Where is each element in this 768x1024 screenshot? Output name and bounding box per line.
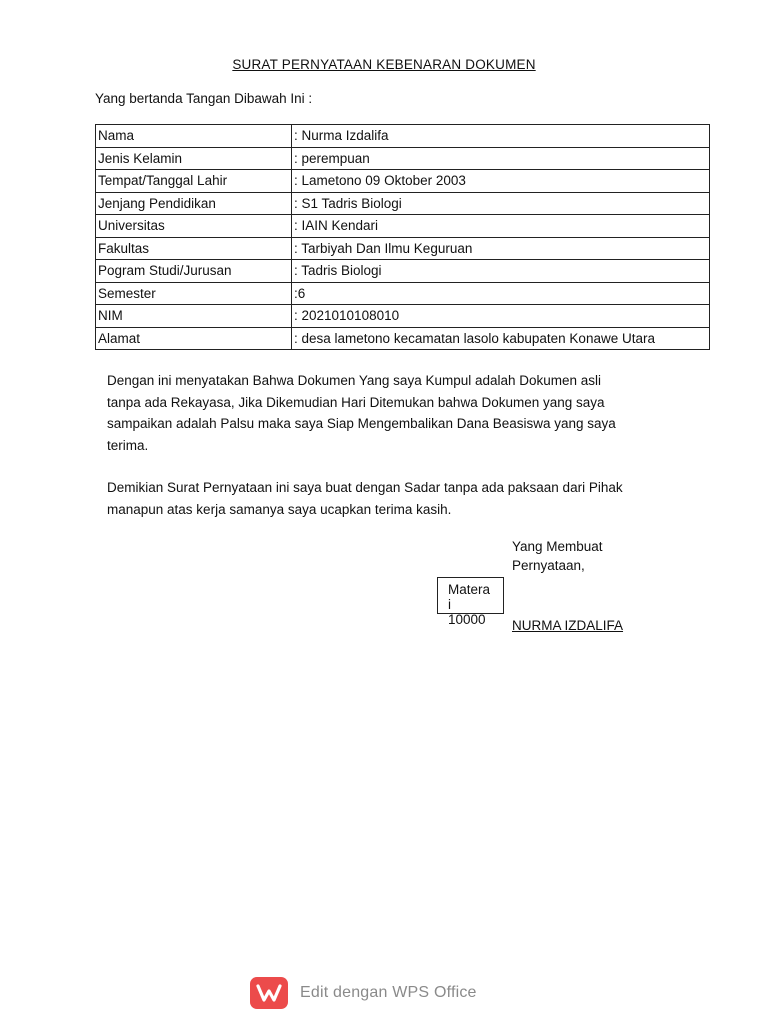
row-value: : perempuan xyxy=(292,147,710,170)
row-value: : desa lametono kecamatan lasolo kabupaten Konawe Utara xyxy=(292,327,710,350)
row-label: Nama xyxy=(96,125,292,148)
signer-block xyxy=(512,537,603,575)
paragraph-line: terima. xyxy=(107,437,149,453)
row-value: : Nurma Izdalifa xyxy=(292,125,710,148)
document-title: SURAT PERNYATAAN KEBENARAN DOKUMEN xyxy=(232,57,536,72)
intro-text: Yang bertanda Tangan Dibawah Ini : xyxy=(95,91,313,106)
wps-edit-banner[interactable] xyxy=(250,977,477,1009)
paragraph-line: Demikian Surat Pernyataan ini saya buat dengan Sadar tanpa ada paksaan dari Pihak xyxy=(107,480,623,495)
row-label: Semester xyxy=(96,282,292,305)
materai-text: Matera xyxy=(448,582,491,597)
row-label: Jenis Kelamin xyxy=(96,147,292,170)
paragraph-line: Dengan ini menyatakan Bahwa Dokumen Yang saya Kumpul adalah Dokumen asli xyxy=(107,373,602,388)
row-label: Tempat/Tanggal Lahir xyxy=(96,170,292,193)
row-value: : Tarbiyah Dan Ilmu Keguruan xyxy=(292,237,710,260)
table-row xyxy=(96,170,710,193)
wps-logo-icon xyxy=(250,977,288,1009)
row-label: Fakultas xyxy=(96,237,292,260)
closing-paragraph xyxy=(107,477,687,520)
signer-name: NURMA IZDALIFA xyxy=(512,618,624,633)
table-row xyxy=(96,305,710,328)
table-row xyxy=(96,237,710,260)
paragraph-line: sampaikan adalah Palsu maka saya Siap Mengembalikan Dana Beasiswa yang saya xyxy=(107,416,616,431)
signer-line: Pernyataan, xyxy=(512,558,585,573)
row-label: Pogram Studi/Jurusan xyxy=(96,260,292,283)
row-value: :6 xyxy=(292,282,710,305)
table-row xyxy=(96,215,710,238)
row-label: Alamat xyxy=(96,327,292,350)
materai-text: 10000 xyxy=(448,612,486,627)
identity-table xyxy=(95,124,710,350)
table-row xyxy=(96,282,710,305)
statement-paragraph xyxy=(107,370,687,456)
row-value: : Tadris Biologi xyxy=(292,260,710,283)
row-label: Jenjang Pendidikan xyxy=(96,192,292,215)
materai-stamp-box xyxy=(437,577,504,627)
row-value: : Lametono 09 Oktober 2003 xyxy=(292,170,710,193)
materai-text: i xyxy=(448,597,451,612)
paragraph-line: manapun atas kerja samanya saya ucapkan terima kasih. xyxy=(107,501,452,517)
table-row xyxy=(96,125,710,148)
table-row xyxy=(96,147,710,170)
paragraph-line: tanpa ada Rekayasa, Jika Dikemudian Hari Ditemukan bahwa Dokumen yang saya xyxy=(107,394,605,410)
row-label: NIM xyxy=(96,305,292,328)
table-row xyxy=(96,192,710,215)
row-value: : S1 Tadris Biologi xyxy=(292,192,710,215)
table-row xyxy=(96,260,710,283)
wps-edit-label[interactable]: Edit dengan WPS Office xyxy=(300,984,477,1001)
signer-line: Yang Membuat xyxy=(512,539,603,554)
row-label: Universitas xyxy=(96,215,292,238)
row-value: : 2021010108010 xyxy=(292,305,710,328)
table-row xyxy=(96,327,710,350)
row-value: : IAIN Kendari xyxy=(292,215,710,238)
